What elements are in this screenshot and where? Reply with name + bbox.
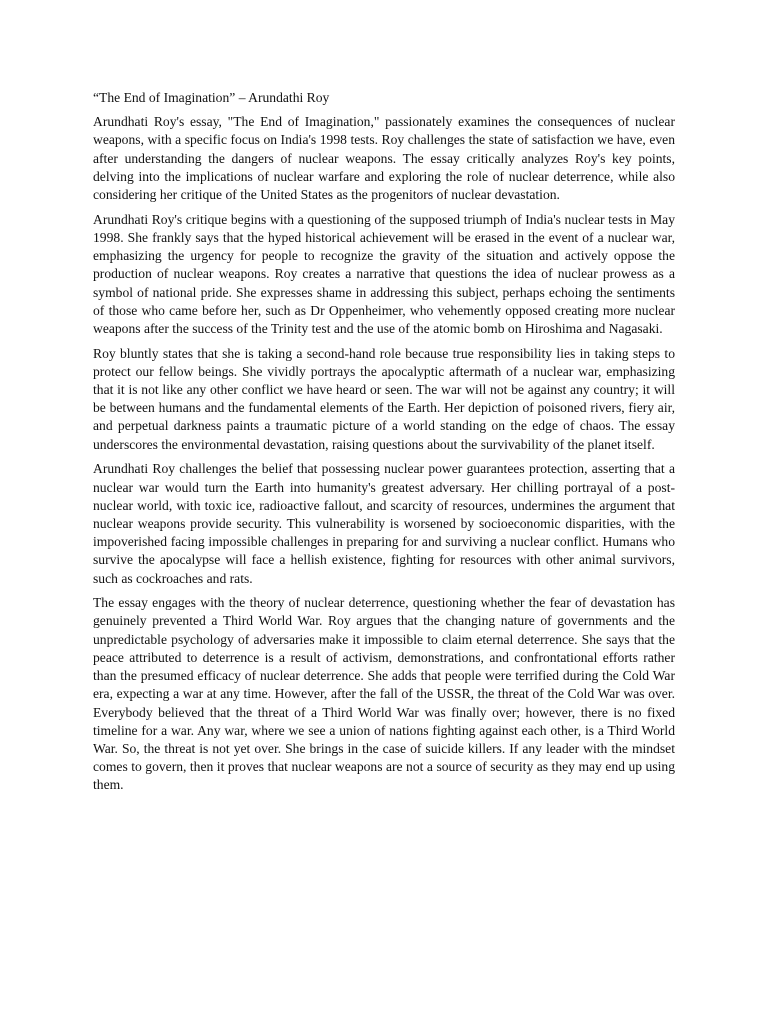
paragraph-4: Arundhati Roy challenges the belief that possessing nuclear power guarantees protection, asserting that a nuclear war would turn the Earth into humanity's greatest adversary. Her chilling portrayal of a post-nuclear world, with toxic ice, radioactive fallout, and scarcity of resources, undermines the argument that nuclear weapons provide security. This vulnerability is worsened by socioeconomic disparities, with the impoverished facing impossible challenges in preparing for and surviving a nuclear conflict. Humans who survive the apocalypse will face a hellish existence, fighting for resources with other animal survivors, such as cockroaches and rats. bbox=[93, 461, 675, 586]
paragraph-2: Arundhati Roy's critique begins with a questioning of the supposed triumph of India's nuclear tests in May 1998. She frankly says that the hyped historical achievement will be erased in the event of a nuclear war, emphasizing the urgency for people to recognize the gravity of the situation and actively oppose the production of nuclear weapons. Roy creates a narrative that questions the idea of nuclear prowess as a symbol of national pride. She expresses shame in addressing this subject, perhaps echoing the sentiments of those who came before her, such as Dr Oppenheimer, who vehemently opposed creating more nuclear weapons after the success of the Trinity test and the use of the atomic bomb on Hiroshima and Nagasaki. bbox=[93, 211, 675, 336]
paragraph-5: The essay engages with the theory of nuclear deterrence, questioning whether the fear of devastation has genuinely prevented a Third World War. Roy argues that the changing nature of governments and the unpredictable psychology of adversaries make it impossible to claim eternal deterrence. She says that the peace attributed to deterrence is a result of activism, demonstrations, and confrontational efforts rather than the presumed efficacy of nuclear deterrence. She adds that people were terrified during the Cold War era, expecting a war at any time. However, after the fall of the USSR, the threat of the Cold War was over. Everybody believed that the threat of a Third World War was finally over; however, there is no fixed timeline for a war. Any war, where we see a union of nations fighting against each other, is a Third World War. So, the threat is not yet over. She brings in the case of suicide killers. If any leader with the mindset comes to govern, then it proves that nuclear weapons are not a source of security as they may end up using them. bbox=[93, 595, 675, 793]
document-title: “The End of Imagination” – Arundathi Roy bbox=[93, 90, 330, 105]
document-body bbox=[93, 89, 675, 801]
paragraph-1: Arundhati Roy's essay, "The End of Imagination," passionately examines the consequences of nuclear weapons, with a specific focus on India's 1998 tests. Roy challenges the state of satisfaction we have, even after understanding the dangers of nuclear weapons. The essay critically analyzes Roy's key points, delving into the implications of nuclear warfare and exploring the role of nuclear deterrence, while also considering her critique of the United States as the progenitors of nuclear devastation. bbox=[93, 114, 675, 203]
paragraph-3: Roy bluntly states that she is taking a second-hand role because true responsibility lies in taking steps to protect our fellow beings. She vividly portrays the apocalyptic aftermath of a nuclear war, emphasizing that it is not like any other conflict we have heard or seen. The war will not be against any country; it will be between humans and the fundamental elements of the Earth. Her depiction of poisoned rivers, fiery air, and perpetual darkness paints a traumatic picture of a world standing on the edge of chaos. The essay underscores the environmental devastation, raising questions about the survivability of the planet itself. bbox=[93, 345, 675, 452]
